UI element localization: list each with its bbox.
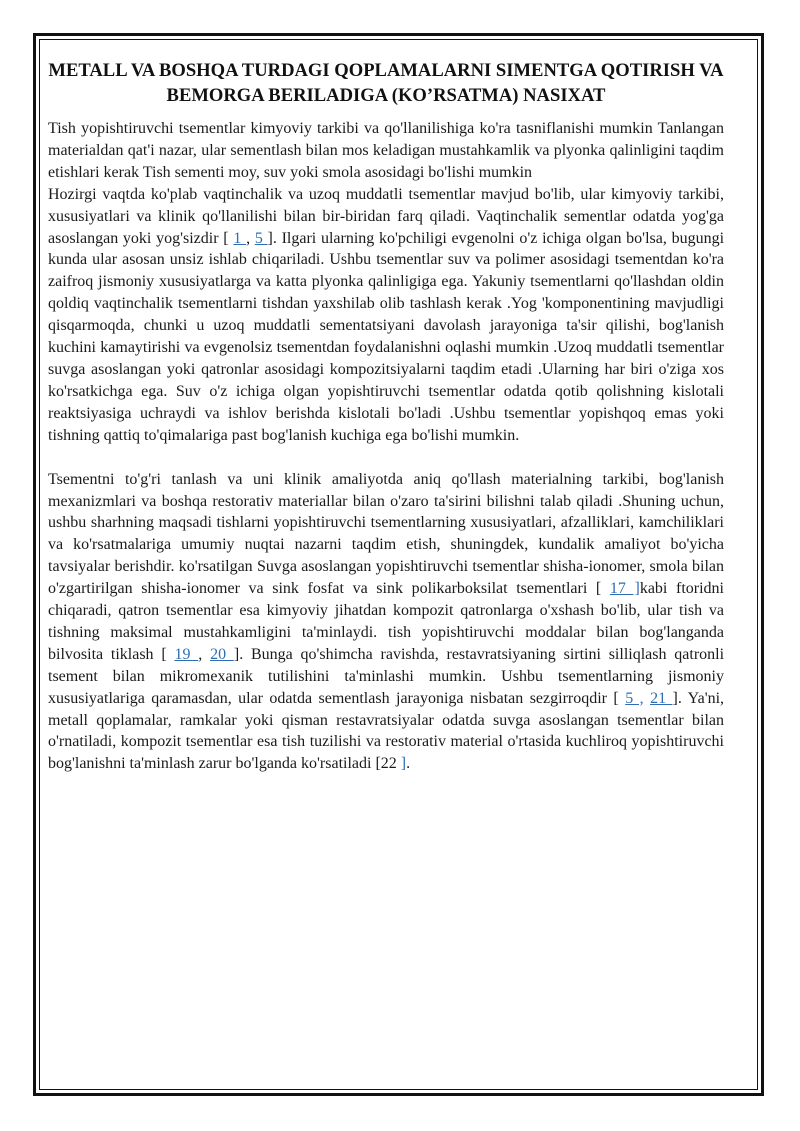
document-title: METALL VA BOSHQA TURDAGI QOPLAMALARNI SIMENTGA QOTIRISH VA BEMORGA BERILADIGA (KO’RSATMA) NASIXAT bbox=[48, 60, 724, 106]
reference-link-22[interactable]: ] bbox=[400, 755, 407, 773]
reference-link-17[interactable]: 17 ] bbox=[609, 580, 640, 598]
document-body bbox=[48, 58, 724, 775]
reference-link-5-second[interactable]: 5 , bbox=[625, 689, 644, 707]
paragraph-3-text-a: Tsementni to'g'ri tanlash va uni klinik amaliyotda aniq qo'llash materialning tarkibi, bog'lanish mexanizmlari va boshqa restorativ materiallar bilan o'zaro ta'sirini bilishni talab qiladi .Shuning uchun, ushbu sharhning maqsadi tishlarni yopishtiruvchi tsementlarning xususiyatlari, afzalliklari, kamchiliklari va ko'rsatmalariga umumiy nuqtai nazarni taqdim etish, shuningdek, kundalik amaliyot bo'yicha tavsiyalar berishdir. ko'rsatilgan Suvga asoslangan yopishtiruvchi tsementlar shisha-ionomer, smola bilan o'zgartirilgan shisha-ionomer va sink fosfat va sink polikarboksilat tsementlari [ bbox=[48, 470, 724, 598]
reference-link-20[interactable]: 20 bbox=[210, 645, 234, 663]
reference-link-21[interactable]: 21 bbox=[650, 689, 673, 707]
paragraph-3-text-d: ]. Ya'ni, metall qoplamalar, ramkalar yoki qisman restavratsiyalar odatda suvga asoslangan tsementlar bilan o'rnatiladi, kompozit tsementlar esa tish tuzilishi va restorativ material o'rtasida kuchliroq yopishtiruvchi bog'lanishni ta'minlash zarur bo'lganda ko'rsatiladi [22 bbox=[48, 689, 725, 773]
paragraph-3-separator-1: , bbox=[198, 645, 211, 663]
paragraph-3-text-b: kabi ftoridni chiqaradi, qatron tsementlar esa kimyoviy jihatdan kompozit qatronlarga o'xshash bo'lib, ular tish va tishning maksimal mustahkamligini ta'minlaydi. tish yopishtiruvchi moddalar bilan bog'langanda bilvosita tiklash [ bbox=[48, 580, 724, 663]
paragraph-3-text-e: . bbox=[406, 755, 411, 773]
reference-link-5[interactable]: 5 bbox=[254, 229, 268, 247]
paragraph-2-text-a: Hozirgi vaqtda ko'plab vaqtinchalik va uzoq muddatli tsementlar mavjud bo'lib, ular kimyoviy tarkibi, xususiyatlari va klinik qo'llanilishi bilan bir-biridan farq qiladi. Vaqtinchalik sementlar odatda yog'ga asoslangan yoki yog'sizdir [ bbox=[48, 185, 724, 247]
paragraph-3-text-c: ]. Bunga qo'shimcha ravishda, restavratsiyaning sirtini silliqlash qatronli tsement bilan mikromexanik tutilishini ta'minlashi mumkin. Ushbu tsementlarning jismoniy xususiyatlariga qaramasdan, ular odatda sementlash jarayoniga nisbatan sezgirroqdir [ bbox=[48, 645, 725, 707]
reference-link-19[interactable]: 19 bbox=[174, 645, 199, 663]
paragraph-2 bbox=[48, 184, 724, 447]
reference-link-1[interactable]: 1 bbox=[233, 229, 247, 247]
paragraph-gap bbox=[48, 447, 724, 469]
paragraph-3 bbox=[48, 469, 724, 776]
paragraph-2-separator: , bbox=[246, 229, 255, 247]
paragraph-2-text-b: ]. Ilgari ularning ko'pchiligi evgenolni o'z ichiga olgan bo'lsa, bugungi kunda ular asosan unsiz ishlab chiqariladi. Ushbu tsementlar suv va polimer asosidagi tsementdan ko'ra zaifroq jismoniy xususiyatlarga va katta plyonka qalinligiga ega. Yakuniy tsementlarni qo'llashdan oldin qoldiq vaqtinchalik tsementlarni tishdan yaxshilab olib tashlash kerak .Yog 'komponentining mavjudligi qisqarmoqda, chunki u uzoq muddatli sementatsiyani davolash jarayoniga ta'sir qilishi, bog'lanish kuchini kamaytirishi va evgenolsiz tsementdan foydalanishni oqlashi mumkin .Uzoq muddatli tsementlar suvga asoslangan yoki qatronlar asosidagi kompozitsiyalarni taqdim etadi .Ularning har biri o'ziga xos ko'rsatkichga ega. Suv o'z ichiga olgan yopishtiruvchi tsementlar odatda qotib qolishning kislotali reaktsiyasiga uchraydi va ishlov berishda kislotali bo'ladi .Ushbu tsementlar yopishqoq emas yoki tishning qattiq to'qimalariga past bog'lanish kuchiga ega bo'lishi mumkin. bbox=[48, 229, 725, 444]
paragraph-1: Tish yopishtiruvchi tsementlar kimyoviy tarkibi va qo'llanilishiga ko'ra tasniflanishi mumkin Tanlangan materialdan qat'i nazar, ular sementlash bilan mos keladigan mustahkamlik va plyonka qalinligini taqdim etishlari kerak Tish sementi moy, suv yoki smola asosidagi bo'lishi mumkin bbox=[48, 120, 724, 181]
